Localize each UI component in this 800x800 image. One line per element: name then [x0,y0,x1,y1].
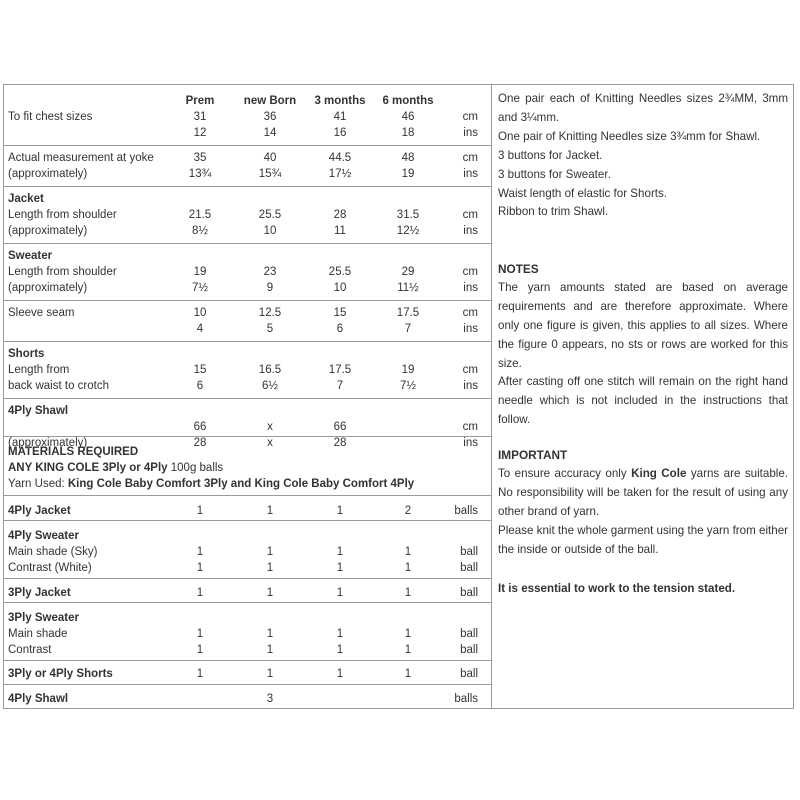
measurement-value: 10 [333,282,347,294]
unit-label: ins [463,168,478,180]
measurement-value: 41 [333,111,347,123]
measurement-value: 6 [196,380,204,392]
ribbon-line: Ribbon to trim Shawl. [498,205,609,219]
measurement-label: (approximately) [8,282,88,294]
measurement-value: 10 [263,225,277,237]
tension-note: It is essential to work to the tension stated. [498,582,736,595]
measurement-value: x [267,421,273,433]
important-paragraph-2: Please knit the whole garment using the yarn from either the inside or outside of the ball. [498,523,788,556]
unit-label: balls [454,505,478,517]
unit-label: ins [463,323,478,335]
unit-label: ins [463,380,478,392]
notes-section [498,260,788,430]
ball-count: 1 [266,546,274,558]
brand-name: King Cole [631,466,687,480]
ball-count: 1 [404,546,412,558]
measurement-value: 7 [336,380,344,392]
materials-title: MATERIALS REQUIRED [8,446,139,458]
measurement-label: To fit chest sizes [8,111,93,123]
notes-paragraph-2: After casting off one stitch will remain on the right hand needle which is not included in the instructions that follow. [498,375,788,427]
notes-paragraph-1: The yarn amounts stated are based on average requirements and are therefore approximate. Where only one figure is given, this applies to all sizes. Where the figure 0 appears, no sts or rows are worked for this size. [498,280,788,370]
ball-count: 1 [196,587,204,599]
unit-label: cm [462,307,478,319]
ball-count: 1 [266,668,274,680]
unit-label: ball [460,546,478,558]
unit-label: cm [462,111,478,123]
unit-label: ins [463,127,478,139]
measurement-label: Actual measurement at yoke [8,152,154,164]
measurement-value: 16 [333,127,347,139]
ball-count: 1 [336,628,344,640]
ball-count: 1 [404,628,412,640]
measurement-label: (approximately) [8,168,88,180]
yarn-used-label: Yarn Used: [8,478,68,490]
ball-count: 1 [266,587,274,599]
notes-heading: NOTES [498,262,539,276]
measurement-value: 19 [401,364,415,376]
unit-label: ball [460,644,478,656]
unit-label: ball [460,628,478,640]
ball-count: 2 [404,505,412,517]
measurement-value: 66 [333,421,347,433]
measurement-value: 8½ [192,225,208,237]
measurement-value: 13¾ [188,168,212,180]
measurement-value: 28 [333,437,347,449]
measurement-value: 12 [193,127,207,139]
size-header: 3 months [314,95,366,107]
measurement-value: 28 [333,209,347,221]
measurement-value: x [267,437,273,449]
measurement-value: 19 [193,266,207,278]
row-divider [4,398,491,399]
measurement-value: 40 [263,152,277,164]
measurement-value: 31 [193,111,207,123]
unit-label: ball [460,562,478,574]
unit-label: cm [462,266,478,278]
ball-count: 1 [266,562,274,574]
row-divider [4,300,491,301]
ball-count: 1 [336,587,344,599]
measurement-value: 48 [401,152,415,164]
measurement-value: 28 [193,437,207,449]
measurement-value: 7½ [400,380,416,392]
elastic-line: Waist length of elastic for Shorts. [498,186,668,200]
ball-count: 1 [404,668,412,680]
ball-count: 1 [336,644,344,656]
measurement-value: 15¾ [258,168,282,180]
section-heading: Shorts [8,348,45,360]
material-label: 4Ply Jacket [8,505,71,517]
measurement-value: 18 [401,127,415,139]
measurement-label: (approximately) [8,437,88,449]
ball-count: 3 [266,693,274,705]
measurement-value: 11½ [397,282,419,294]
material-label: 3Ply Jacket [8,587,71,599]
row-divider [4,145,491,146]
yarn-used-line [8,477,414,491]
measurement-value: 23 [263,266,277,278]
measurement-label: Length from shoulder [8,209,117,221]
measurement-value: 5 [266,323,274,335]
measurement-value: 6 [336,323,344,335]
size-header: 6 months [382,95,434,107]
row-divider [4,495,491,496]
measurement-label: Sleeve seam [8,307,75,319]
size-header: Prem [185,95,215,107]
ball-count: 1 [404,644,412,656]
yarn-brand: ANY KING COLE 3Ply or 4Ply [8,462,168,474]
measurement-value: 19 [401,168,415,180]
section-heading: Jacket [8,193,44,205]
row-divider [4,186,491,187]
measurement-value: 29 [401,266,415,278]
needles-line-1: One pair each of Knitting Needles sizes 2¾MM, 3mm and 3¼mm. [498,92,788,124]
measurement-label: Length from shoulder [8,266,117,278]
measurement-value: 15 [193,364,207,376]
column-divider [491,84,492,709]
ball-count: 1 [266,505,274,517]
measurement-label: (approximately) [8,225,88,237]
material-label: Contrast (White) [8,562,92,574]
measurement-value: 36 [263,111,277,123]
buttons-sweater: 3 buttons for Sweater. [498,167,611,181]
unit-label: cm [462,152,478,164]
material-group-heading: 4Ply Sweater [8,530,79,542]
measurement-value: 9 [266,282,274,294]
materials-list [498,90,788,222]
row-divider [4,684,491,685]
material-label: 3Ply or 4Ply Shorts [8,668,113,680]
measurement-value: 7 [404,323,412,335]
measurement-value: 12½ [396,225,420,237]
needles-line-2: One pair of Knitting Needles size 3¾mm for Shawl. [498,129,761,143]
row-divider [4,436,491,437]
unit-label: ball [460,668,478,680]
unit-label: ins [463,437,478,449]
ball-count: 1 [404,562,412,574]
measurement-value: 46 [401,111,415,123]
section-heading: Sweater [8,250,53,262]
ball-count: 1 [196,644,204,656]
ball-count: 1 [196,668,204,680]
ball-count: 1 [266,644,274,656]
ball-count: 1 [336,505,344,517]
measurement-value: 4 [196,323,204,335]
measurement-value: 17½ [328,168,352,180]
section-heading: 4Ply Shawl [8,405,69,417]
ball-count: 1 [196,628,204,640]
ball-count: 1 [336,668,344,680]
measurement-value: 15 [333,307,347,319]
measurement-value: 66 [193,421,207,433]
ball-count: 1 [196,562,204,574]
important-heading: IMPORTANT [498,448,568,462]
measurement-value: 11 [334,225,346,237]
ball-count: 1 [336,562,344,574]
unit-label: ball [460,587,478,599]
measurement-value: 25.5 [258,209,282,221]
measurement-value: 7½ [192,282,208,294]
material-label: Main shade [8,628,68,640]
ball-count: 1 [336,546,344,558]
measurement-label: back waist to crotch [8,380,109,392]
material-label: 4Ply Shawl [8,693,69,705]
measurement-value: 21.5 [188,209,212,221]
important-paragraph-1: To ensure accuracy only King Cole yarns are suitable. No responsibility will be taken for the result of using any other brand of yarn. [498,466,789,518]
measurement-value: 14 [263,127,277,139]
ball-count: 1 [404,587,412,599]
measurement-label: Length from [8,364,70,376]
measurement-value: 12.5 [258,307,282,319]
material-group-heading: 3Ply Sweater [8,612,79,624]
measurement-value: 35 [193,152,207,164]
unit-label: balls [454,693,478,705]
row-divider [4,520,491,521]
ball-count: 1 [196,546,204,558]
unit-label: ins [463,282,478,294]
ball-weight: 100g balls [167,462,224,474]
measurement-value: 10 [193,307,207,319]
measurement-value: 6½ [262,380,278,392]
measurement-value: 31.5 [396,209,420,221]
measurement-value: 17.5 [396,307,420,319]
measurement-value: 44.5 [328,152,352,164]
row-divider [4,341,491,342]
row-divider [4,602,491,603]
material-label: Main shade (Sky) [8,546,98,558]
measurement-value: 16.5 [258,364,282,376]
row-divider [4,578,491,579]
unit-label: cm [462,209,478,221]
row-divider [4,243,491,244]
yarn-used-value: King Cole Baby Comfort 3Ply and King Cole Baby Comfort 4Ply [67,478,415,490]
measurement-value: 25.5 [328,266,352,278]
unit-label: cm [462,364,478,376]
measurement-value: 17.5 [328,364,352,376]
ball-count: 1 [196,505,204,517]
row-divider [4,660,491,661]
buttons-jacket: 3 buttons for Jacket. [498,148,603,162]
material-label: Contrast [8,644,52,656]
unit-label: ins [463,225,478,237]
yarn-brand-line [8,461,223,475]
unit-label: cm [462,421,478,433]
important-section [498,446,788,559]
ball-count: 1 [266,628,274,640]
size-header: new Born [243,95,297,107]
